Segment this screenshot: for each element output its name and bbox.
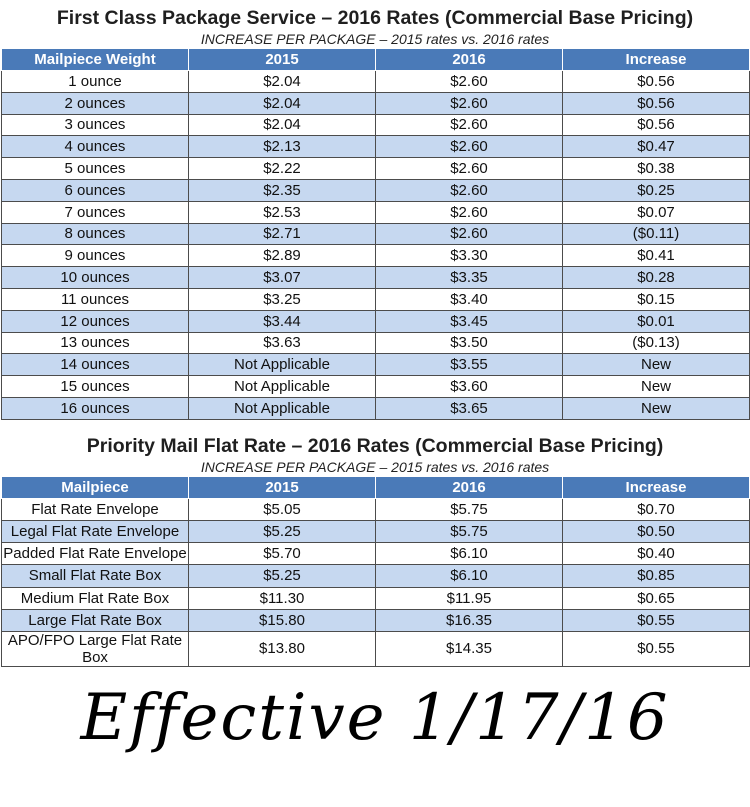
table-cell: 6 ounces [2, 179, 189, 201]
table-cell: 12 ounces [2, 310, 189, 332]
table-cell: $2.53 [189, 201, 376, 223]
table-row [2, 223, 750, 245]
table-cell: $3.60 [376, 376, 563, 398]
table-cell: Large Flat Rate Box [2, 609, 189, 631]
table-cell: $2.60 [376, 92, 563, 114]
table-cell: 7 ounces [2, 201, 189, 223]
table-cell: $2.60 [376, 179, 563, 201]
table-row [2, 288, 750, 310]
table-cell: $3.63 [189, 332, 376, 354]
table-cell: $2.13 [189, 136, 376, 158]
table-row [2, 520, 750, 542]
table-cell: $3.50 [376, 332, 563, 354]
table-cell: $0.55 [563, 609, 750, 631]
table-cell: $2.60 [376, 201, 563, 223]
table-cell: $0.55 [563, 631, 750, 666]
table-cell: $2.60 [376, 114, 563, 136]
table-row [2, 354, 750, 376]
table-cell: Padded Flat Rate Envelope [2, 543, 189, 565]
table-cell: $3.07 [189, 267, 376, 289]
table-cell: 3 ounces [2, 114, 189, 136]
table-cell: 9 ounces [2, 245, 189, 267]
table-row [2, 543, 750, 565]
table-cell: $0.41 [563, 245, 750, 267]
priority-title: Priority Mail Flat Rate – 2016 Rates (Commercial Base Pricing) [86, 434, 664, 457]
table-cell: $3.25 [189, 288, 376, 310]
column-header: Increase [563, 476, 750, 498]
table-cell: New [563, 376, 750, 398]
table-cell: $2.04 [189, 71, 376, 93]
table-cell: Flat Rate Envelope [2, 498, 189, 520]
column-header: Increase [563, 49, 750, 71]
table-cell: APO/FPO Large Flat Rate Box [2, 631, 189, 666]
table-row [2, 332, 750, 354]
table-cell: $0.85 [563, 565, 750, 587]
table-cell: $0.28 [563, 267, 750, 289]
table-row [2, 631, 750, 666]
table-cell: $11.30 [189, 587, 376, 609]
table-row [2, 267, 750, 289]
table-cell: $6.10 [376, 543, 563, 565]
table-row [2, 310, 750, 332]
table-cell: $0.56 [563, 71, 750, 93]
table-cell: $16.35 [376, 609, 563, 631]
table-cell: 16 ounces [2, 397, 189, 419]
table-row [2, 376, 750, 398]
first-class-rates-table [1, 48, 750, 420]
table-row [2, 92, 750, 114]
table-row [2, 114, 750, 136]
table-cell: $2.04 [189, 92, 376, 114]
table-cell: $13.80 [189, 631, 376, 666]
table-cell: $5.70 [189, 543, 376, 565]
table-cell: 13 ounces [2, 332, 189, 354]
priority-rates-table [1, 476, 750, 667]
table-cell: 4 ounces [2, 136, 189, 158]
table-cell: $2.35 [189, 179, 376, 201]
table-cell: $3.44 [189, 310, 376, 332]
table-cell: $5.25 [189, 565, 376, 587]
priority-table-body [2, 498, 750, 666]
table-cell: 10 ounces [2, 267, 189, 289]
table-cell: $2.60 [376, 136, 563, 158]
priority-section [0, 420, 750, 667]
first-class-table-body [2, 71, 750, 420]
table-row [2, 587, 750, 609]
table-cell: $0.15 [563, 288, 750, 310]
priority-subtitle: INCREASE PER PACKAGE – 2015 rates vs. 2016 rates [200, 458, 550, 475]
column-header: 2015 [189, 476, 376, 498]
table-cell: $0.65 [563, 587, 750, 609]
table-cell: Legal Flat Rate Envelope [2, 520, 189, 542]
table-cell: Not Applicable [189, 376, 376, 398]
table-cell: $5.75 [376, 520, 563, 542]
table-cell: 8 ounces [2, 223, 189, 245]
table-cell: $2.60 [376, 71, 563, 93]
table-row [2, 565, 750, 587]
table-row [2, 201, 750, 223]
table-cell: $0.38 [563, 158, 750, 180]
table-cell: $3.35 [376, 267, 563, 289]
table-row [2, 158, 750, 180]
table-cell: Not Applicable [189, 397, 376, 419]
table-cell: $0.01 [563, 310, 750, 332]
table-cell: New [563, 397, 750, 419]
table-cell: $5.75 [376, 498, 563, 520]
column-header: Mailpiece [2, 476, 189, 498]
table-cell: $0.40 [563, 543, 750, 565]
table-cell: $0.56 [563, 92, 750, 114]
table-row [2, 71, 750, 93]
table-cell: 15 ounces [2, 376, 189, 398]
table-cell: $11.95 [376, 587, 563, 609]
table-cell: $15.80 [189, 609, 376, 631]
table-cell: ($0.13) [563, 332, 750, 354]
table-header-row [2, 49, 750, 71]
table-cell: $2.04 [189, 114, 376, 136]
table-row [2, 498, 750, 520]
table-row [2, 397, 750, 419]
column-header: 2016 [376, 476, 563, 498]
table-cell: $0.56 [563, 114, 750, 136]
table-cell: New [563, 354, 750, 376]
table-cell: 14 ounces [2, 354, 189, 376]
table-cell: $0.07 [563, 201, 750, 223]
column-header: 2015 [189, 49, 376, 71]
table-cell: 11 ounces [2, 288, 189, 310]
table-cell: $3.30 [376, 245, 563, 267]
table-cell: $0.47 [563, 136, 750, 158]
effective-date-banner: Effective 1/17/16 [80, 680, 670, 755]
table-cell: 2 ounces [2, 92, 189, 114]
table-cell: $6.10 [376, 565, 563, 587]
table-cell: $14.35 [376, 631, 563, 666]
table-row [2, 609, 750, 631]
table-cell: $3.40 [376, 288, 563, 310]
table-cell: $0.25 [563, 179, 750, 201]
table-cell: Medium Flat Rate Box [2, 587, 189, 609]
table-cell: $5.25 [189, 520, 376, 542]
table-cell: $5.05 [189, 498, 376, 520]
table-cell: Not Applicable [189, 354, 376, 376]
table-row [2, 179, 750, 201]
first-class-subtitle: INCREASE PER PACKAGE – 2015 rates vs. 2016 rates [200, 31, 550, 47]
table-cell: $2.89 [189, 245, 376, 267]
table-cell: 1 ounce [2, 71, 189, 93]
table-cell: $2.71 [189, 223, 376, 245]
column-header: 2016 [376, 49, 563, 71]
table-cell: $0.70 [563, 498, 750, 520]
first-class-title: First Class Package Service – 2016 Rates (Commercial Base Pricing) [56, 7, 694, 29]
table-cell: Small Flat Rate Box [2, 565, 189, 587]
table-header-row [2, 476, 750, 498]
table-cell: $3.65 [376, 397, 563, 419]
table-row [2, 245, 750, 267]
table-cell: 5 ounces [2, 158, 189, 180]
table-cell: $2.60 [376, 223, 563, 245]
table-cell: $0.50 [563, 520, 750, 542]
column-header: Mailpiece Weight [2, 49, 189, 71]
table-cell: $3.45 [376, 310, 563, 332]
table-cell: $3.55 [376, 354, 563, 376]
table-cell: ($0.11) [563, 223, 750, 245]
table-cell: $2.60 [376, 158, 563, 180]
table-row [2, 136, 750, 158]
table-cell: $2.22 [189, 158, 376, 180]
